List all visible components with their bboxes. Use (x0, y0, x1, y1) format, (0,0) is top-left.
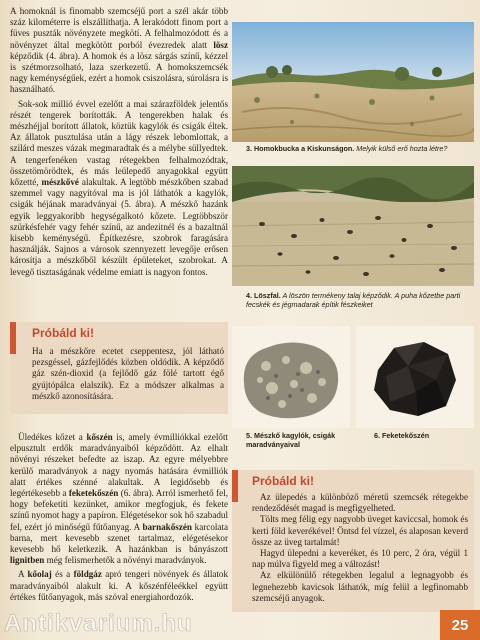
try-box-sedimentation (232, 470, 474, 612)
page-number: 25 (440, 610, 480, 640)
paragraph-oil-gas: A kőolaj és a földgáz apró tengeri növények és állatok maradványaiból alakult ki. A kőszénféleékkel együtt értékes fűtőanyagok, más szóval energiahordozók. (10, 569, 229, 602)
watermark: Antikvarium.hu (4, 610, 193, 637)
fig4-caption: 4. Löszfal. A löszön termékeny talaj képződik. A puha kőzetbe parti fecskék és jégmadarak építik fészkeiket (246, 291, 461, 309)
try-box-text: Ha a mészkőre ecetet cseppentesz, jól látható pezsgéssel, gázfejlődés közben oldódik. A képződő gáz szén-dioxid (a fejlődő gáz fölé tartott égő gyújtópálca elalszik). Ez a módszer alkalmas a mészkő azonosítására. (32, 346, 224, 401)
fig6-caption: 6. Feketekőszén (374, 431, 430, 440)
loess-wall-photo (232, 166, 474, 286)
try-box-accent (232, 470, 238, 502)
try-box-title: Próbáld ki! (252, 474, 315, 488)
try-box-step-3: Hagyd ülepedni a keveréket, és 10 perc, 2 óra, végül 1 nap múlva figyeld meg a változást! (252, 548, 468, 570)
black-coal-photo (356, 326, 474, 428)
try-box-step-4: Az elkülönülő rétegekben legalul a legnagyobb és legnehezebb kavicsok láthatók, míg felül a legfinomabb szemcséjű anyagok. (252, 570, 468, 603)
try-box-title: Próbáld ki! (32, 326, 95, 340)
fig5-caption: 5. Mészkő kagylók, csigák maradványaival (246, 431, 336, 449)
paragraph-coal: Üledékes kőzet a kőszén is, amely évmilliókkal ezelőtt elpusztult erdők maradványaiból képződött. Az elhalt növényi részeket befedte az iszap. Az egyre mélyebbre kerülő maradványok a nagy nyomás hatására évmilliók alatt értékes szénné alakultak. A legidősebb és legértékesebb a feketekőszén (6. ábra). Arról ismerhető fel, hogy befeketíti kezünket, amikor megfogjuk, és fekete színű nyomot hagy a papíron. Elégetésekor sok hő szabadul fel, ezért jó minőségű fűtőanyag. A barnakőszén karcolata barna, mert kevesebb szenet tartalmaz, elégetésekor kevesebb hő keletkezik. A hazánkban is bányászott lignitben még felismerhetők a növényi maradványok. (10, 432, 228, 566)
paragraph-limestone: Sok-sok millió évvel ezelőtt a mai szárazföldek jelentős részét tengerek borították. A tengerekben halak és mészhéjjal borított állatok, köztük kagylók és csigák éltek. Az állatok pusztulása után a lágy részek lebomlottak, a szilárd meszes vázak megmaradtak és a mélybe süllyedtek. A tengerfenéken vastag rétegekben felhalmozódtak, összetömörödtek, és más leülepedő anyagokkal együtt kőzetté, mészkővé alakultak. A legtöbb mészkőben szabad szemmel vagy nagyítóval ma is jól láthatók a kagylók, csigák héjának maradványai (5. ábra). A mészkő hazánk egyik leggyakoribb hegységalkotó kőzete. Legtöbbször szürkésfehér vagy fehér színű, az andezitnél és a bazaltnál kisebb keménységű. Építkezésre, szobrok faragására használják. Sajnos a városok szennyezett levegője erősen károsítja a mészkőből készült épületeket, szobrokat. A levegő tisztaságának védelme emiatt is nagyon fontos. (10, 98, 228, 277)
fig3-caption: 3. Homokbucka a Kiskunságon. Melyik külső erő hozta létre? (246, 144, 448, 153)
try-box-accent (10, 322, 16, 354)
sand-dune-photo (232, 22, 474, 142)
try-box-step-2: Tölts meg félig egy nagyobb üveget kaviccsal, homok és kerti föld keverékével! Öntsd fel vízzel, és alaposan keverd össze az üveg tartalmát! (252, 514, 468, 547)
paragraph-loess: A homoknál is finomabb szemcséjű port a szél akár több száz kilométerre is elszállíthatja. A lerakódott finom port a füves puszták növényzete megkötí. A felhalmozódott és a növényzet által megkötött porból évezredek alatt lösz képződik (4. ábra). A homok és a lösz sárgás színű, kézzel is szétmorzsolható, laza szerkezetű. A homokszemcsék nagy keménységűek, ezért a homok csiszolásra, súrolásra is használható. (10, 6, 228, 95)
try-box-step-1: Az ülepedés a különböző méretű szemcsék rétegekbe rendeződését magad is megfigyelheted. (252, 492, 468, 514)
try-box-body (252, 492, 468, 604)
limestone-photo (232, 326, 350, 428)
try-box-limestone (10, 322, 228, 414)
left-column-bottom (10, 432, 228, 606)
left-column (10, 6, 228, 281)
